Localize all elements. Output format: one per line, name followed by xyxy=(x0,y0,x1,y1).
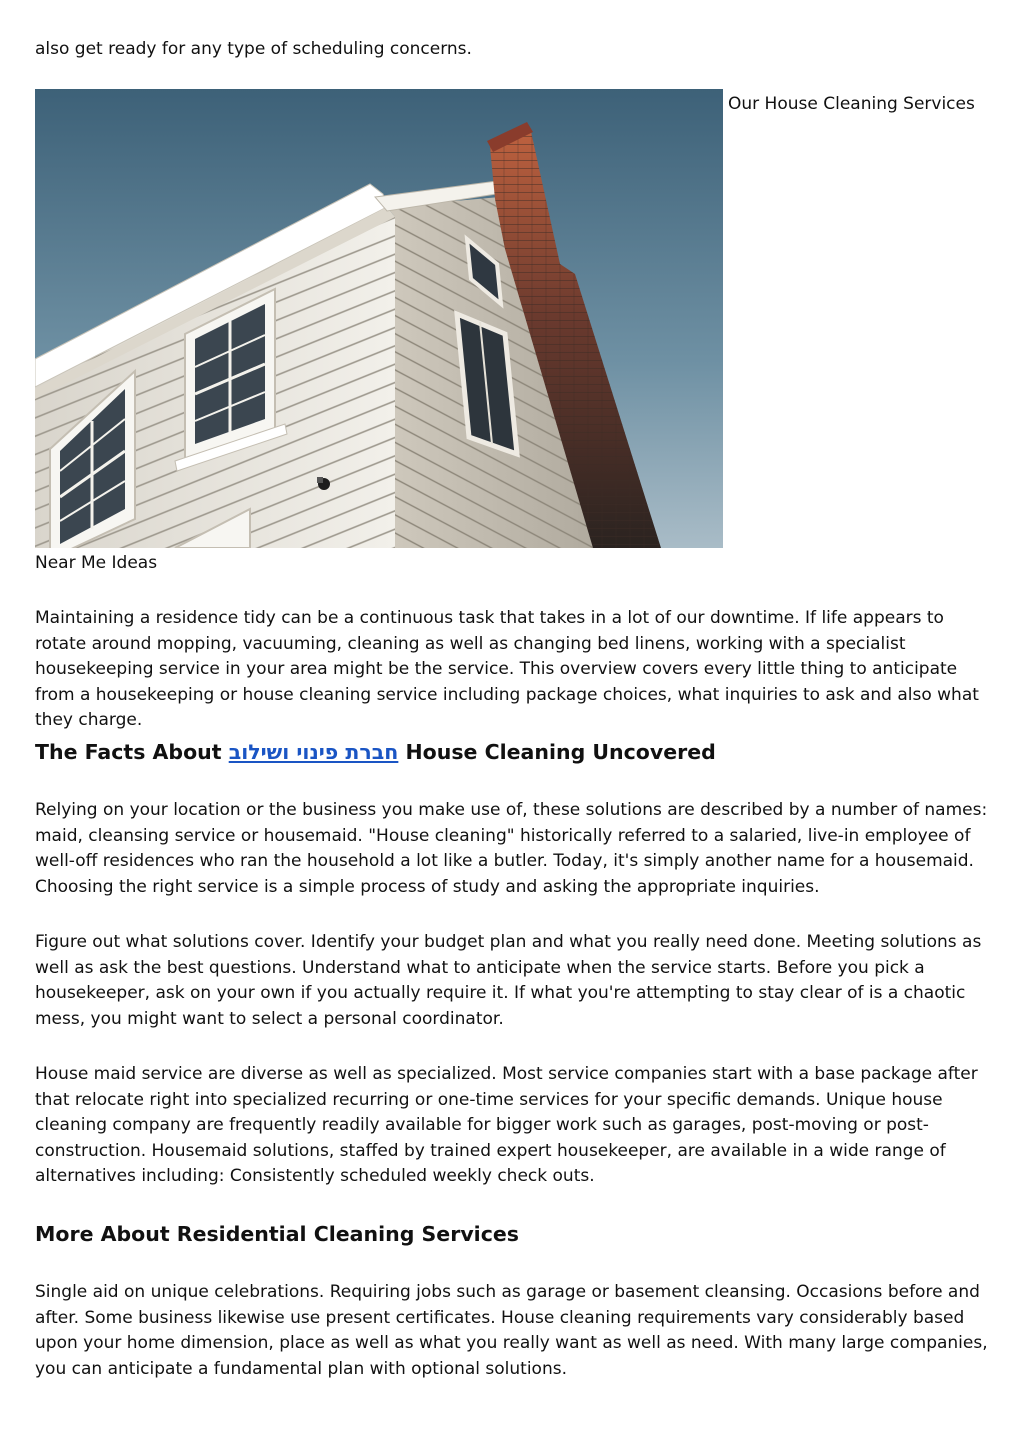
paragraph-2: Relying on your location or the business you make use of, these solutions are described by a number of names: maid, cleansing service or housemaid. "House cleaning" historically referred to a salaried, live-in employee of well-off residences who ran the household a lot like a butler. Today, it's simply another name for a housemaid. Choosing the right service is a simple process of study and asking the appropriate inquiries. xyxy=(35,800,988,897)
intro-text: also get ready for any type of scheduling concerns. xyxy=(35,39,472,59)
paragraph-1: Maintaining a residence tidy can be a continuous task that takes in a lot of our downtime. If life appears to rotate around mopping, vacuuming, cleaning as well as changing bed linens, working with a specialist housekeeping service in your area might be the service. This overview covers every little thing to anticipate from a housekeeping or house cleaning service including package choices, what inquiries to ask and also what they charge. xyxy=(35,608,979,731)
paragraph-4: House maid service are diverse as well as specialized. Most service companies start with a base package after that relocate right into specialized recurring or one-time services for your specific demands. Unique house cleaning company are frequently readily available for bigger work such as garages, post-moving or post-construction. Housemaid solutions, staffed by trained expert housekeeper, are available in a wide range of alternatives including: Consistently scheduled weekly check outs. xyxy=(35,1064,978,1187)
image-caption: Near Me Ideas xyxy=(35,553,158,573)
paragraph-3: Figure out what solutions cover. Identify your budget plan and what you really need done. Meeting solutions as well as ask the best questions. Understand what to anticipate when the service starts. Before you pick a housekeeper, ask on your own if you actually require it. If what you're attempting to stay clear of is a chaotic mess, you might want to select a personal coordinator. xyxy=(35,932,982,1029)
heading-facts xyxy=(35,738,716,766)
heading-link[interactable]: חברת פינוי ושילוב xyxy=(228,740,399,764)
heading-facts-prefix: The Facts About xyxy=(35,740,229,764)
house-photo xyxy=(35,89,723,548)
heading-facts-suffix: House Cleaning Uncovered xyxy=(398,740,716,764)
side-caption: Our House Cleaning Services xyxy=(728,94,975,114)
paragraph-5: Single aid on unique celebrations. Requiring jobs such as garage or basement cleansing. Occasions before and after. Some business likewise use present certificates. House cleaning requirements vary considerably based upon your home dimension, place as well as what you really want as well as need. With many large companies, you can anticipate a fundamental plan with optional solutions. xyxy=(35,1282,988,1379)
heading-more-about: More About Residential Cleaning Services xyxy=(35,1222,519,1246)
